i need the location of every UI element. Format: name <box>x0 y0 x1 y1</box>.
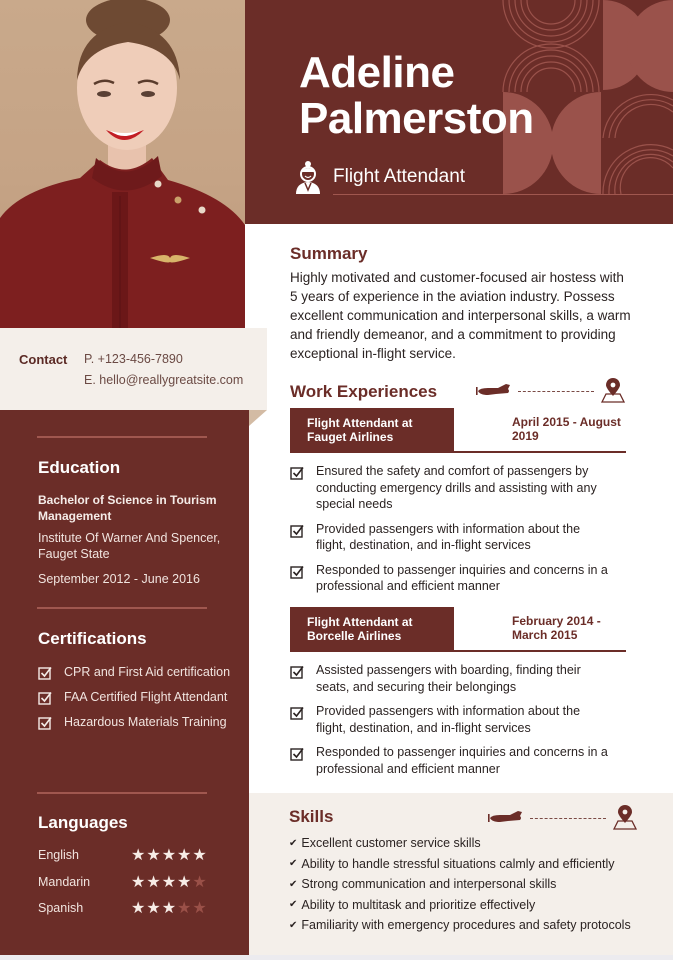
star-filled-icon: ★ <box>161 873 178 891</box>
skill-label: Familiarity with emergency procedures and safety protocols <box>301 918 631 933</box>
star-empty-icon: ★ <box>177 900 193 918</box>
skill-item <box>289 854 631 875</box>
airplane-icon <box>488 811 524 825</box>
star-filled-icon: ★ <box>161 900 178 918</box>
language-name: English <box>38 848 79 863</box>
job-title-row <box>295 160 465 194</box>
job-header <box>290 607 626 651</box>
airplane-icon <box>476 384 512 398</box>
certification-label: Hazardous Materials Training <box>64 715 227 729</box>
job-title: Flight Attendant at Fauget Airlines <box>290 408 454 452</box>
job-divider <box>290 451 626 453</box>
language-row <box>38 895 218 922</box>
checkmark-icon: ✔ <box>289 858 298 870</box>
summary-text: Highly motivated and customer-focused air hostess with 5 years of experience in the aviation industry. Possess excellent communication and interpersonal skills, a warm and friendly demeanor, and a commitment to providing exceptional in-flight service. <box>290 270 631 361</box>
checkbox-checked-icon <box>290 706 304 720</box>
job-title: Flight Attendant at Borcelle Airlines <box>290 607 454 651</box>
checkbox-checked-icon <box>38 716 52 730</box>
job-bullet <box>290 463 610 513</box>
job-bullet <box>290 744 610 777</box>
work-heading: Work Experiences <box>290 382 438 401</box>
star-filled-icon: ★ <box>146 847 162 865</box>
skill-label: Ability to multitask and prioritize effectively <box>301 897 536 912</box>
language-row <box>38 869 218 896</box>
star-filled-icon: ★ <box>131 873 147 891</box>
checkbox-checked-icon <box>290 524 304 538</box>
skills-heading: Skills <box>289 807 334 826</box>
skill-item <box>289 895 631 916</box>
bullet-text: Provided passengers with information about the flight, destination, and in-flight services <box>316 521 581 552</box>
checkbox-checked-icon <box>290 665 304 679</box>
flight-route-decoration <box>488 805 638 831</box>
contact-phone[interactable]: P. +123-456-7890 <box>84 352 183 366</box>
profile-photo <box>0 0 245 328</box>
job-header <box>290 408 626 452</box>
bullet-text: Provided passengers with information about the flight, destination, and in-flight services <box>316 704 581 735</box>
job-bullets <box>290 463 610 603</box>
divider <box>37 436 207 438</box>
portrait-illustration <box>0 0 245 328</box>
education-heading: Education <box>38 458 121 477</box>
checkbox-checked-icon <box>38 666 52 680</box>
map-pin-icon <box>600 378 626 404</box>
divider <box>37 792 207 794</box>
certification-label: CPR and First Aid certification <box>64 665 231 679</box>
bullet-text: Assisted passengers with boarding, finding their seats, and securing their belongings <box>316 663 581 694</box>
star-filled-icon: ★ <box>177 873 193 891</box>
education-school: Institute Of Warner And Spencer, Fauget State <box>38 531 221 561</box>
language-rating <box>131 845 208 865</box>
checkbox-checked-icon <box>38 691 52 705</box>
flight-route-decoration <box>476 378 626 404</box>
job-bullet <box>290 521 610 554</box>
certification-item <box>38 689 238 705</box>
languages-heading: Languages <box>38 813 128 832</box>
language-name: Mandarin <box>38 874 91 889</box>
contact-email[interactable]: E. hello@reallygreatsite.com <box>84 373 244 387</box>
job-bullet <box>290 562 610 595</box>
skill-label: Excellent customer service skills <box>301 836 481 851</box>
checkbox-checked-icon <box>290 565 304 579</box>
skill-item <box>289 833 631 854</box>
skills-list <box>289 833 631 936</box>
decorative-fold <box>249 410 267 426</box>
bullet-text: Responded to passenger inquiries and concerns in a professional and efficient manner <box>316 745 608 776</box>
star-filled-icon: ★ <box>192 847 208 865</box>
job-bullets <box>290 662 610 785</box>
contact-label: Contact <box>19 352 68 367</box>
checkmark-icon: ✔ <box>289 919 298 931</box>
sidebar <box>0 410 249 955</box>
star-filled-icon: ★ <box>146 873 162 891</box>
job-dates: February 2014 - March 2015 <box>512 614 601 642</box>
bullet-text: Ensured the safety and comfort of passengers by conducting emergency drills and assisting with any special needs <box>316 464 597 511</box>
flight-attendant-icon <box>295 160 321 194</box>
star-filled-icon: ★ <box>131 847 147 865</box>
candidate-name <box>299 50 534 142</box>
dashed-route-line <box>518 391 594 392</box>
certifications-heading: Certifications <box>38 629 147 648</box>
education-degree: Bachelor of Science in Tourism Management <box>38 493 217 523</box>
divider <box>37 607 207 609</box>
header-banner <box>245 0 673 224</box>
header-divider <box>333 194 673 195</box>
language-rating <box>131 898 208 918</box>
language-rating <box>131 872 208 892</box>
map-pin-icon <box>612 805 638 831</box>
star-filled-icon: ★ <box>131 900 147 918</box>
skill-item <box>289 874 631 895</box>
skills-section <box>249 793 673 955</box>
skill-label: Ability to handle stressful situations calmly and efficiently <box>301 856 615 871</box>
skill-item <box>289 915 631 936</box>
first-name: Adeline <box>299 48 455 97</box>
bullet-text: Responded to passenger inquiries and concerns in a professional and efficient manner <box>316 562 608 593</box>
summary-heading: Summary <box>290 244 368 263</box>
certification-item <box>38 664 238 680</box>
education-dates: September 2012 - June 2016 <box>38 572 200 586</box>
star-empty-icon: ★ <box>192 873 208 891</box>
contact-section <box>0 328 267 410</box>
last-name: Palmerston <box>299 94 534 143</box>
checkmark-icon: ✔ <box>289 878 298 890</box>
job-bullet <box>290 703 610 736</box>
certification-item <box>38 714 238 730</box>
languages-list <box>38 842 218 922</box>
star-filled-icon: ★ <box>146 900 162 918</box>
language-name: Spanish <box>38 901 84 916</box>
job-divider <box>290 650 626 652</box>
job-dates: April 2015 - August 2019 <box>512 415 621 443</box>
star-filled-icon: ★ <box>177 847 193 865</box>
checkmark-icon: ✔ <box>289 837 298 849</box>
language-row <box>38 842 218 869</box>
certifications-list <box>38 664 238 739</box>
checkmark-icon: ✔ <box>289 899 298 911</box>
dashed-route-line <box>530 818 606 819</box>
job-bullet <box>290 662 610 695</box>
skill-label: Strong communication and interpersonal skills <box>301 877 557 892</box>
star-filled-icon: ★ <box>161 847 178 865</box>
job-title: Flight Attendant <box>333 166 466 187</box>
certification-label: FAA Certified Flight Attendant <box>64 690 228 704</box>
star-empty-icon: ★ <box>192 900 208 918</box>
checkbox-checked-icon <box>290 747 304 761</box>
checkbox-checked-icon <box>290 466 304 480</box>
